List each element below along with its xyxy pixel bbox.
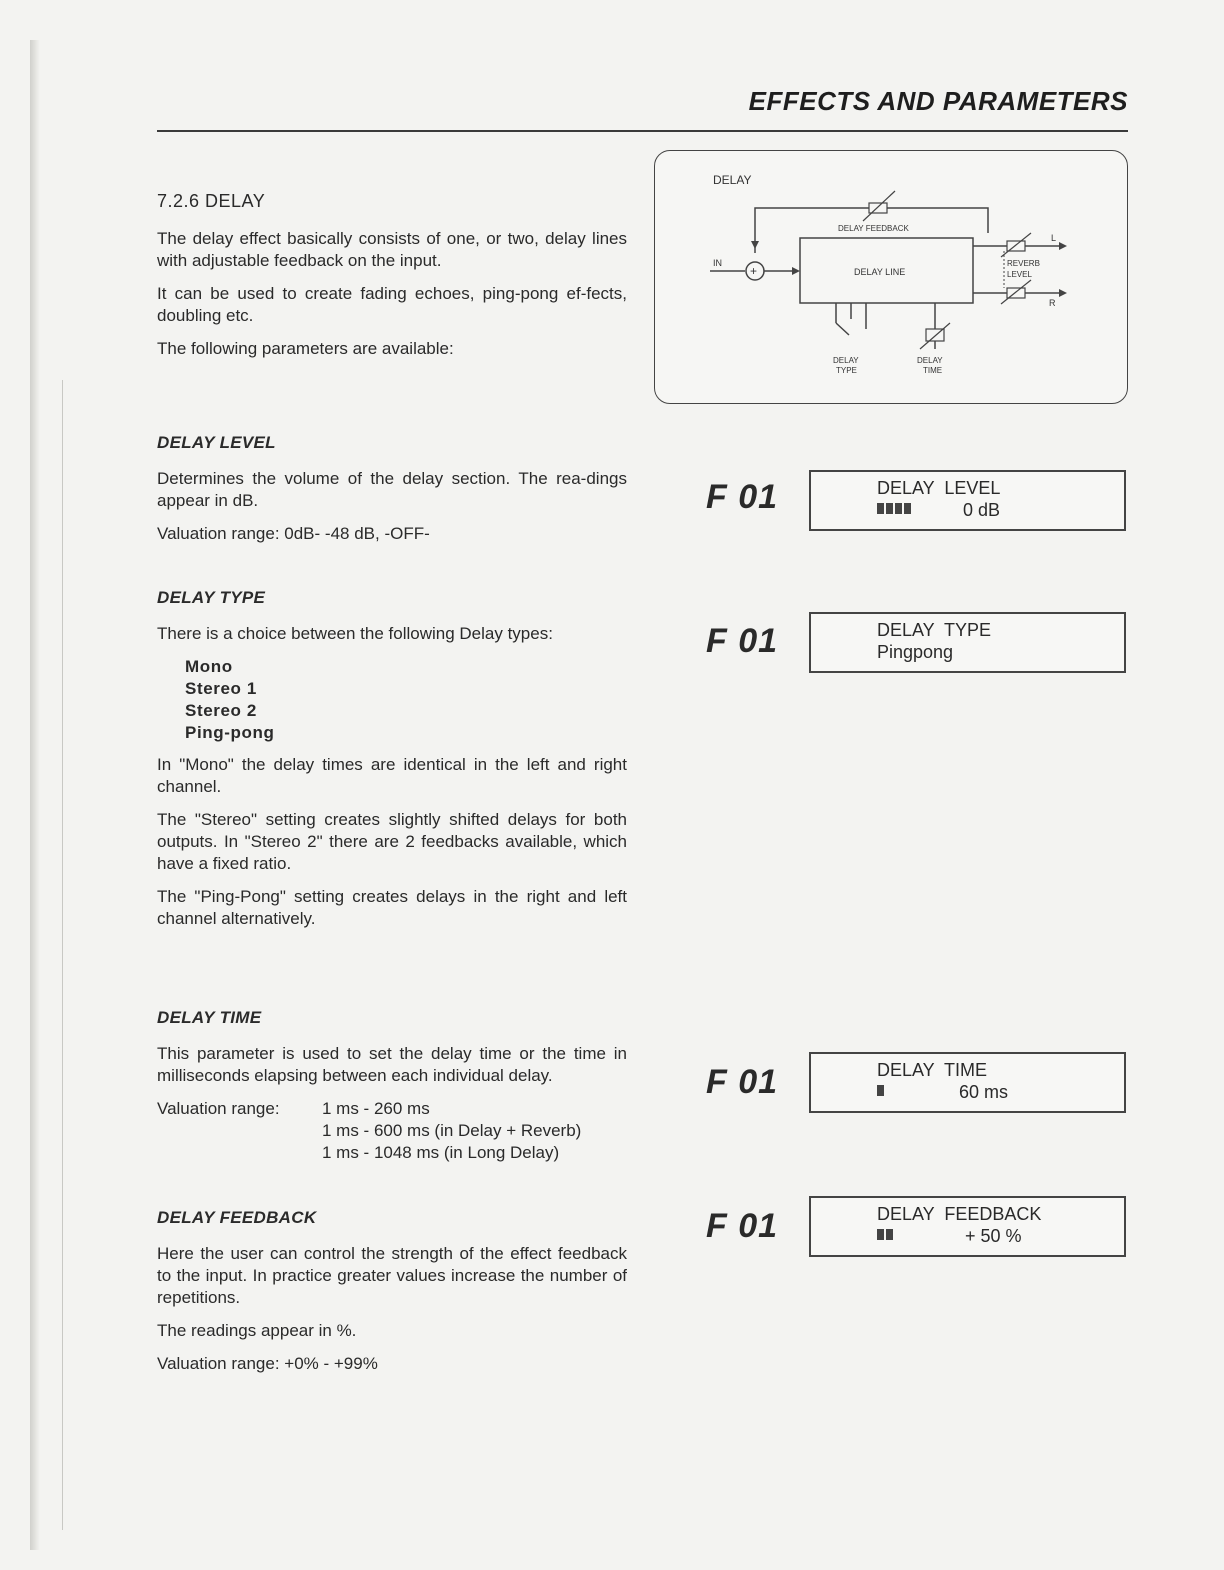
lcd-line-2: Pingpong	[877, 642, 954, 662]
lcd-line-1: DELAY TIME	[877, 1060, 988, 1080]
delay-feedback-desc: Here the user can control the strength of the effect feedback to the input. In practice greater values increase the number of repetitions.	[157, 1244, 627, 1307]
delay-type-mono: In "Mono" the delay times are identical in the left and right channel.	[157, 755, 627, 796]
lcd-value: 60 ms	[959, 1082, 1009, 1102]
type-label-2: TYPE	[836, 366, 857, 375]
intro-paragraph-2: It can be used to create fading echoes, ping-pong ef-fects, doubling etc.	[157, 284, 627, 325]
level-bar-meter	[877, 503, 911, 514]
output-right-arrow	[1059, 289, 1067, 297]
param-delay-level	[157, 432, 627, 556]
section-intro	[157, 190, 627, 371]
lcd-value: + 50 %	[965, 1226, 1022, 1246]
param-delay-time	[157, 1007, 627, 1164]
param-delay-type	[157, 587, 627, 941]
function-code: F 01	[706, 478, 779, 516]
param-delay-feedback	[157, 1207, 627, 1386]
range-label: Valuation range:	[157, 1099, 280, 1118]
section-heading: 7.2.6 DELAY	[157, 191, 266, 211]
delay-feedback-units: The readings appear in %.	[157, 1321, 357, 1340]
sum-arrow	[792, 267, 800, 275]
input-label: IN	[713, 258, 722, 268]
delay-time-heading: DELAY TIME	[157, 1008, 262, 1027]
header-rule	[157, 130, 1128, 132]
feedback-pot-slash	[863, 191, 895, 221]
delay-type-options	[185, 656, 627, 744]
lcd-delay-time	[809, 1052, 1126, 1113]
delay-feedback-heading: DELAY FEEDBACK	[157, 1208, 317, 1227]
reverb-label-2: LEVEL	[1007, 270, 1032, 279]
delay-time-range	[157, 1098, 627, 1164]
delay-level-range: Valuation range: 0dB- -48 dB, -OFF-	[157, 524, 430, 543]
range-value: 1 ms - 260 ms	[322, 1099, 430, 1118]
time-label-2: TIME	[923, 366, 943, 375]
feedback-bar-meter	[877, 1229, 893, 1240]
bar-block	[904, 503, 911, 514]
lcd-line-1: DELAY LEVEL	[877, 478, 1001, 498]
reverb-label-1: REVERB	[1007, 259, 1040, 268]
lcd-delay-type	[809, 612, 1126, 673]
feedback-label: DELAY FEEDBACK	[838, 224, 909, 233]
function-code: F 01	[706, 1063, 779, 1101]
intro-paragraph-3: The following parameters are available:	[157, 339, 454, 358]
delay-type-heading: DELAY TYPE	[157, 588, 266, 607]
reverb-pot-bottom-slash	[1001, 280, 1031, 304]
output-right-label: R	[1049, 298, 1056, 308]
time-label-1: DELAY	[917, 356, 943, 365]
lcd-value: 0 dB	[963, 500, 1001, 520]
delay-line-label: DELAY LINE	[854, 267, 906, 277]
function-code: F 01	[706, 622, 779, 660]
delay-type-desc: There is a choice between the following Delay types:	[157, 624, 553, 643]
page-title: EFFECTS AND PARAMETERS	[748, 86, 1128, 116]
delay-type-stereo: The "Stereo" setting creates slightly shifted delays for both outputs. In "Stereo 2" there are 2 feedbacks available, which have a fixed ratio.	[157, 810, 627, 873]
type-option: Stereo 1	[185, 679, 257, 698]
delay-level-desc: Determines the volume of the delay section. The rea-dings appear in dB.	[157, 469, 627, 510]
lcd-delay-level	[809, 470, 1126, 531]
type-label-1: DELAY	[833, 356, 859, 365]
bar-block	[886, 1229, 893, 1240]
type-option: Mono	[185, 657, 233, 676]
range-value: 1 ms - 1048 ms (in Long Delay)	[322, 1143, 560, 1162]
bar-block	[877, 1085, 884, 1096]
feedback-pot-icon	[869, 203, 887, 213]
time-bar-meter	[877, 1085, 884, 1096]
delay-type-pingpong: The "Ping-Pong" setting creates delays in the right and left channel alternatively.	[157, 887, 627, 928]
scan-line	[62, 380, 63, 1530]
function-code: F 01	[706, 1207, 779, 1245]
bar-block	[877, 1229, 884, 1240]
diagram-title: DELAY	[713, 173, 752, 187]
feedback-arrow	[751, 241, 759, 249]
output-left-arrow	[1059, 242, 1067, 250]
reverb-pot-top-slash	[1001, 233, 1031, 257]
type-option: Ping-pong	[185, 723, 275, 742]
type-option: Stereo 2	[185, 701, 257, 720]
delay-feedback-range: Valuation range: +0% - +99%	[157, 1354, 378, 1373]
lcd-delay-feedback	[809, 1196, 1126, 1257]
scan-edge	[30, 40, 40, 1550]
lcd-line-1: DELAY TYPE	[877, 620, 992, 640]
output-left-label: L	[1051, 233, 1057, 243]
type-switch-blade	[836, 323, 849, 335]
delay-block-diagram	[654, 150, 1128, 404]
plus-sign: +	[750, 264, 758, 278]
range-value: 1 ms - 600 ms (in Delay + Reverb)	[322, 1121, 582, 1140]
bar-block	[895, 503, 902, 514]
bar-block	[877, 503, 884, 514]
bar-block	[886, 503, 893, 514]
lcd-line-1: DELAY FEEDBACK	[877, 1204, 1042, 1224]
delay-level-heading: DELAY LEVEL	[157, 433, 276, 452]
intro-paragraph-1: The delay effect basically consists of one, or two, delay lines with adjustable feedback on the input.	[157, 229, 627, 270]
delay-time-desc: This parameter is used to set the delay time or the time in milliseconds elapsing between each individual delay.	[157, 1044, 627, 1085]
diagram-svg	[655, 151, 1127, 403]
